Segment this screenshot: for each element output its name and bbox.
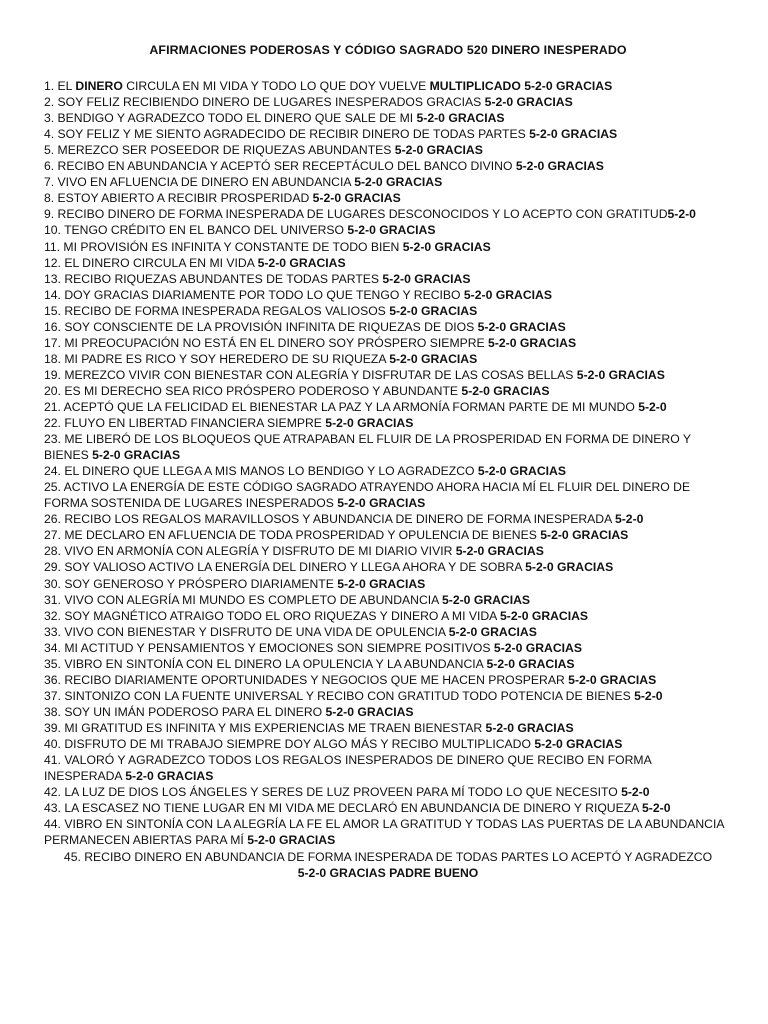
affirmation-text: 6. RECIBO EN ABUNDANCIA Y ACEPTÓ SER RECEPTÁCULO DEL BANCO DIVINO — [44, 159, 516, 174]
affirmation-text: 43. LA ESCASEZ NO TIENE LUGAR EN MI VIDA ME DECLARÓ EN ABUNDANCIA DE DINERO Y RIQUEZA — [44, 801, 643, 816]
affirmation-code: DINERO — [75, 79, 123, 94]
affirmation-text: 34. MI ACTITUD Y PENSAMIENTOS Y EMOCIONES SON SIEMPRE POSITIVOS — [44, 640, 494, 655]
affirmation-item — [44, 222, 732, 238]
affirmation-code: 5-2-0 GRACIAS — [92, 448, 181, 463]
affirmation-text: 39. MI GRATITUD ES INFINITA Y MIS EXPERIENCIAS ME TRAEN BIENESTAR — [44, 720, 486, 735]
affirmation-code: 5-2-0 GRACIAS — [493, 640, 582, 655]
affirmation-item — [44, 624, 732, 640]
affirmation-code: 5-2-0 GRACIAS — [455, 544, 544, 559]
affirmation-text: 35. VIBRO EN SINTONÍA CON EL DINERO LA OPULENCIA Y LA ABUNDANCIA — [44, 656, 487, 671]
affirmation-text: 40. DISFRUTO DE MI TRABAJO SIEMPRE DOY ALGO MÁS Y RECIBO MULTIPLICADO — [44, 736, 535, 751]
affirmation-text: 19. MEREZCO VIVIR CON BIENESTAR CON ALEGRÍA Y DISFRUTAR DE LAS COSAS BELLAS — [44, 367, 577, 382]
affirmation-item — [44, 559, 732, 575]
affirmation-item — [44, 255, 732, 271]
affirmation-text: 2. SOY FELIZ RECIBIENDO DINERO DE LUGARES INESPERADOS GRACIAS — [44, 95, 485, 110]
affirmation-text: 3. BENDIGO Y AGRADEZCO TODO EL DINERO QUE SALE DE MI — [44, 111, 417, 126]
affirmation-text: 28. VIVO EN ARMONÍA CON ALEGRÍA Y DISFRUTO DE MI DIARIO VIVIR — [44, 544, 456, 559]
affirmation-item — [44, 287, 732, 303]
affirmation-text: CIRCULA EN MI VIDA Y TODO LO QUE DOY VUELVE — [122, 79, 430, 94]
affirmation-text: 42. LA LUZ DE DIOS LOS ÁNGELES Y SERES DE LUZ PROVEEN PARA MÍ TODO LO QUE NECESITO — [44, 785, 622, 800]
affirmation-code: 5-2-0 GRACIAS — [477, 464, 566, 479]
affirmation-list — [44, 78, 732, 848]
affirmation-code: 5-2-0 GRACIAS — [448, 624, 537, 639]
affirmation-item — [44, 303, 732, 319]
affirmation-text: 38. SOY UN IMÁN PODEROSO PARA EL DINERO — [44, 704, 326, 719]
affirmation-text: 17. MI PREOCUPACIÓN NO ESTÁ EN EL DINERO SOY PRÓSPERO SIEMPRE — [44, 335, 489, 350]
affirmation-code: 5-2-0 GRACIAS — [461, 383, 550, 398]
affirmation-text: 21. ACEPTÓ QUE LA FELICIDAD EL BIENESTAR LA PAZ Y LA ARMONÍA FORMAN PARTE DE MI MUNDO — [44, 399, 639, 414]
affirmation-code: 5-2-0 GRACIAS — [463, 287, 552, 302]
affirmation-item — [44, 78, 732, 94]
affirmation-item — [44, 126, 732, 142]
affirmation-item — [44, 367, 732, 383]
affirmation-code: 5-2-0 GRACIAS — [486, 656, 575, 671]
affirmation-code: MULTIPLICADO 5-2-0 GRACIAS — [429, 79, 613, 94]
affirmation-code: 5-2-0 GRACIAS — [389, 303, 478, 318]
final-affirmation-closing: 5-2-0 GRACIAS PADRE BUENO — [297, 866, 479, 881]
affirmation-text: 22. FLUYO EN LIBERTAD FINANCIERA SIEMPRE — [44, 416, 326, 431]
affirmation-text: 26. RECIBO LOS REGALOS MARAVILLOSOS Y ABUNDANCIA DE DINERO DE FORMA INESPERADA — [44, 512, 615, 527]
affirmation-text: 30. SOY GENEROSO Y PRÓSPERO DIARIAMENTE — [44, 576, 338, 591]
affirmation-item — [44, 816, 732, 848]
affirmation-item — [44, 206, 732, 222]
affirmation-text: 24. EL DINERO QUE LLEGA A MIS MANOS LO BENDIGO Y LO AGRADEZCO — [44, 464, 478, 479]
affirmation-code: 5-2-0 — [642, 801, 671, 816]
affirmation-item — [44, 399, 732, 415]
affirmation-item — [44, 656, 732, 672]
affirmation-text: 1. EL — [44, 79, 76, 94]
affirmation-item — [44, 608, 732, 624]
affirmation-item — [44, 543, 732, 559]
affirmation-text: 25. ACTIVO LA ENERGÍA DE ESTE CÓDIGO SAGRADO ATRAYENDO AHORA HACIA MÍ EL FLUIR DEL DINERO DE FORMA SOSTENIDA DE LUGARES INESPERADOS — [44, 480, 691, 511]
affirmation-code: 5-2-0 GRACIAS — [247, 833, 336, 848]
affirmation-text: 14. DOY GRACIAS DIARIAMENTE POR TODO LO QUE TENGO Y RECIBO — [44, 287, 464, 302]
affirmation-code: 5-2-0 GRACIAS — [485, 720, 574, 735]
affirmation-item — [44, 576, 732, 592]
affirmation-item — [44, 752, 732, 784]
affirmation-item — [44, 640, 732, 656]
affirmation-text: 16. SOY CONSCIENTE DE LA PROVISIÓN INFINITA DE RIQUEZAS DE DIOS — [44, 319, 478, 334]
affirmation-code: 5-2-0 GRACIAS — [484, 95, 573, 110]
affirmation-text: 12. EL DINERO CIRCULA EN MI VIDA — [44, 255, 258, 270]
affirmation-text: 8. ESTOY ABIERTO A RECIBIR PROSPERIDAD — [44, 191, 313, 206]
affirmation-item — [44, 174, 732, 190]
affirmation-item — [44, 383, 732, 399]
affirmation-text: 29. SOY VALIOSO ACTIVO LA ENERGÍA DEL DINERO Y LLEGA AHORA Y DE SOBRA — [44, 560, 526, 575]
affirmation-code: 5-2-0 GRACIAS — [347, 223, 436, 238]
affirmation-text: 41. VALORÓ Y AGRADEZCO TODOS LOS REGALOS INESPERADOS DE DINERO QUE RECIBO EN FORMA INESPERADA — [44, 753, 652, 784]
affirmation-code: 5-2-0 GRACIAS — [416, 111, 505, 126]
final-affirmation-text: 45. RECIBO DINERO EN ABUNDANCIA DE FORMA INESPERADA DE TODAS PARTES LO ACEPTÓ Y AGRADEZCO — [63, 850, 713, 865]
affirmation-code: 5-2-0 GRACIAS — [382, 271, 471, 286]
affirmation-code: 5-2-0 GRACIAS — [257, 255, 346, 270]
affirmation-item — [44, 527, 732, 543]
affirmation-item — [44, 271, 732, 287]
affirmation-text: 11. MI PROVISIÓN ES INFINITA Y CONSTANTE DE TODO BIEN — [44, 239, 403, 254]
affirmation-text: 15. RECIBO DE FORMA INESPERADA REGALOS VALIOSOS — [44, 303, 390, 318]
affirmation-item — [44, 704, 732, 720]
affirmation-text: 32. SOY MAGNÉTICO ATRAIGO TODO EL ORO RIQUEZAS Y DINERO A MI VIDA — [44, 608, 501, 623]
affirmation-text: 37. SINTONIZO CON LA FUENTE UNIVERSAL Y RECIBO CON GRATITUD TODO POTENCIA DE BIENES — [44, 688, 635, 703]
affirmation-text: 18. MI PADRE ES RICO Y SOY HEREDERO DE SU RIQUEZA — [44, 351, 390, 366]
affirmation-code: 5-2-0 GRACIAS — [529, 127, 618, 142]
affirmation-code: 5-2-0 GRACIAS — [325, 416, 414, 431]
affirmation-text: 23. ME LIBERÓ DE LOS BLOQUEOS QUE ATRAPABAN EL FLUIR DE LA PROSPERIDAD EN FORMA DE DINERO Y BIENES — [44, 432, 691, 463]
affirmation-code: 5-2-0 — [621, 785, 650, 800]
affirmation-item — [44, 94, 732, 110]
affirmation-item — [44, 415, 732, 431]
affirmation-item — [44, 784, 732, 800]
affirmation-code: 5-2-0 GRACIAS — [576, 367, 665, 382]
affirmation-item — [44, 431, 732, 463]
affirmation-code: 5-2-0 GRACIAS — [500, 608, 589, 623]
affirmation-text: 9. RECIBO DINERO DE FORMA INESPERADA DE LUGARES DESCONOCIDOS Y LO ACEPTO CON GRATITUD — [44, 207, 668, 222]
affirmation-item — [44, 463, 732, 479]
affirmation-item — [44, 800, 732, 816]
document-title: AFIRMACIONES PODEROSAS Y CÓDIGO SAGRADO 520 DINERO INESPERADO — [149, 43, 627, 57]
affirmation-item — [44, 142, 732, 158]
affirmation-code: 5-2-0 — [667, 207, 696, 222]
affirmation-code: 5-2-0 GRACIAS — [337, 576, 426, 591]
affirmation-code: 5-2-0 GRACIAS — [488, 335, 577, 350]
affirmation-text: 27. ME DECLARO EN AFLUENCIA DE TODA PROSPERIDAD Y OPULENCIA DE BIENES — [44, 528, 541, 543]
affirmation-item — [44, 511, 732, 527]
final-affirmation — [44, 849, 732, 881]
affirmation-code: 5-2-0 GRACIAS — [325, 704, 414, 719]
affirmation-code: 5-2-0 GRACIAS — [534, 736, 623, 751]
affirmation-text: 31. VIVO CON ALEGRÍA MI MUNDO ES COMPLETO DE ABUNDANCIA — [44, 592, 442, 607]
affirmation-code: 5-2-0 GRACIAS — [125, 769, 214, 784]
affirmation-code: 5-2-0 GRACIAS — [568, 672, 657, 687]
affirmation-item — [44, 592, 732, 608]
affirmation-text: 5. MEREZCO SER POSEEDOR DE RIQUEZAS ABUNDANTES — [44, 143, 395, 158]
affirmation-item — [44, 239, 732, 255]
affirmation-item — [44, 479, 732, 511]
affirmation-code: 5-2-0 GRACIAS — [540, 528, 629, 543]
affirmation-code: 5-2-0 GRACIAS — [477, 319, 566, 334]
affirmation-code: 5-2-0 GRACIAS — [337, 496, 426, 511]
affirmation-item — [44, 335, 732, 351]
affirmation-code: 5-2-0 GRACIAS — [402, 239, 491, 254]
affirmation-code: 5-2-0 GRACIAS — [525, 560, 614, 575]
affirmation-text: 20. ES MI DERECHO SEA RICO PRÓSPERO PODEROSO Y ABUNDANTE — [44, 383, 462, 398]
affirmation-code: 5-2-0 — [634, 688, 663, 703]
affirmation-code: 5-2-0 GRACIAS — [312, 191, 401, 206]
affirmation-code: 5-2-0 GRACIAS — [389, 351, 478, 366]
affirmation-text: 4. SOY FELIZ Y ME SIENTO AGRADECIDO DE RECIBIR DINERO DE TODAS PARTES — [44, 127, 530, 142]
affirmation-text: 36. RECIBO DIARIAMENTE OPORTUNIDADES Y NEGOCIOS QUE ME HACEN PROSPERAR — [44, 672, 569, 687]
affirmation-code: 5-2-0 GRACIAS — [394, 143, 483, 158]
affirmation-item — [44, 110, 732, 126]
affirmation-text: 13. RECIBO RIQUEZAS ABUNDANTES DE TODAS PARTES — [44, 271, 383, 286]
affirmation-text: 44. VIBRO EN SINTONÍA CON LA ALEGRÍA LA FE EL AMOR LA GRATITUD Y TODAS LAS PUERTAS DE LA ABUNDANCIA PERMANECEN ABIERTAS PARA MÍ — [44, 817, 724, 848]
affirmation-code: 5-2-0 GRACIAS — [515, 159, 604, 174]
affirmation-code: 5-2-0 GRACIAS — [442, 592, 531, 607]
affirmation-item — [44, 351, 732, 367]
affirmation-item — [44, 736, 732, 752]
affirmation-item — [44, 672, 732, 688]
affirmation-code: 5-2-0 — [638, 399, 667, 414]
affirmation-item — [44, 319, 732, 335]
affirmation-text: 10. TENGO CRÉDITO EN EL BANCO DEL UNIVERSO — [44, 223, 348, 238]
affirmation-item — [44, 720, 732, 736]
affirmation-item — [44, 190, 732, 206]
affirmation-text: 33. VIVO CON BIENESTAR Y DISFRUTO DE UNA VIDA DE OPULENCIA — [44, 624, 449, 639]
affirmation-text: 7. VIVO EN AFLUENCIA DE DINERO EN ABUNDANCIA — [44, 175, 355, 190]
affirmation-item — [44, 158, 732, 174]
affirmation-item — [44, 688, 732, 704]
affirmation-code: 5-2-0 — [614, 512, 644, 527]
affirmation-code: 5-2-0 GRACIAS — [354, 175, 443, 190]
